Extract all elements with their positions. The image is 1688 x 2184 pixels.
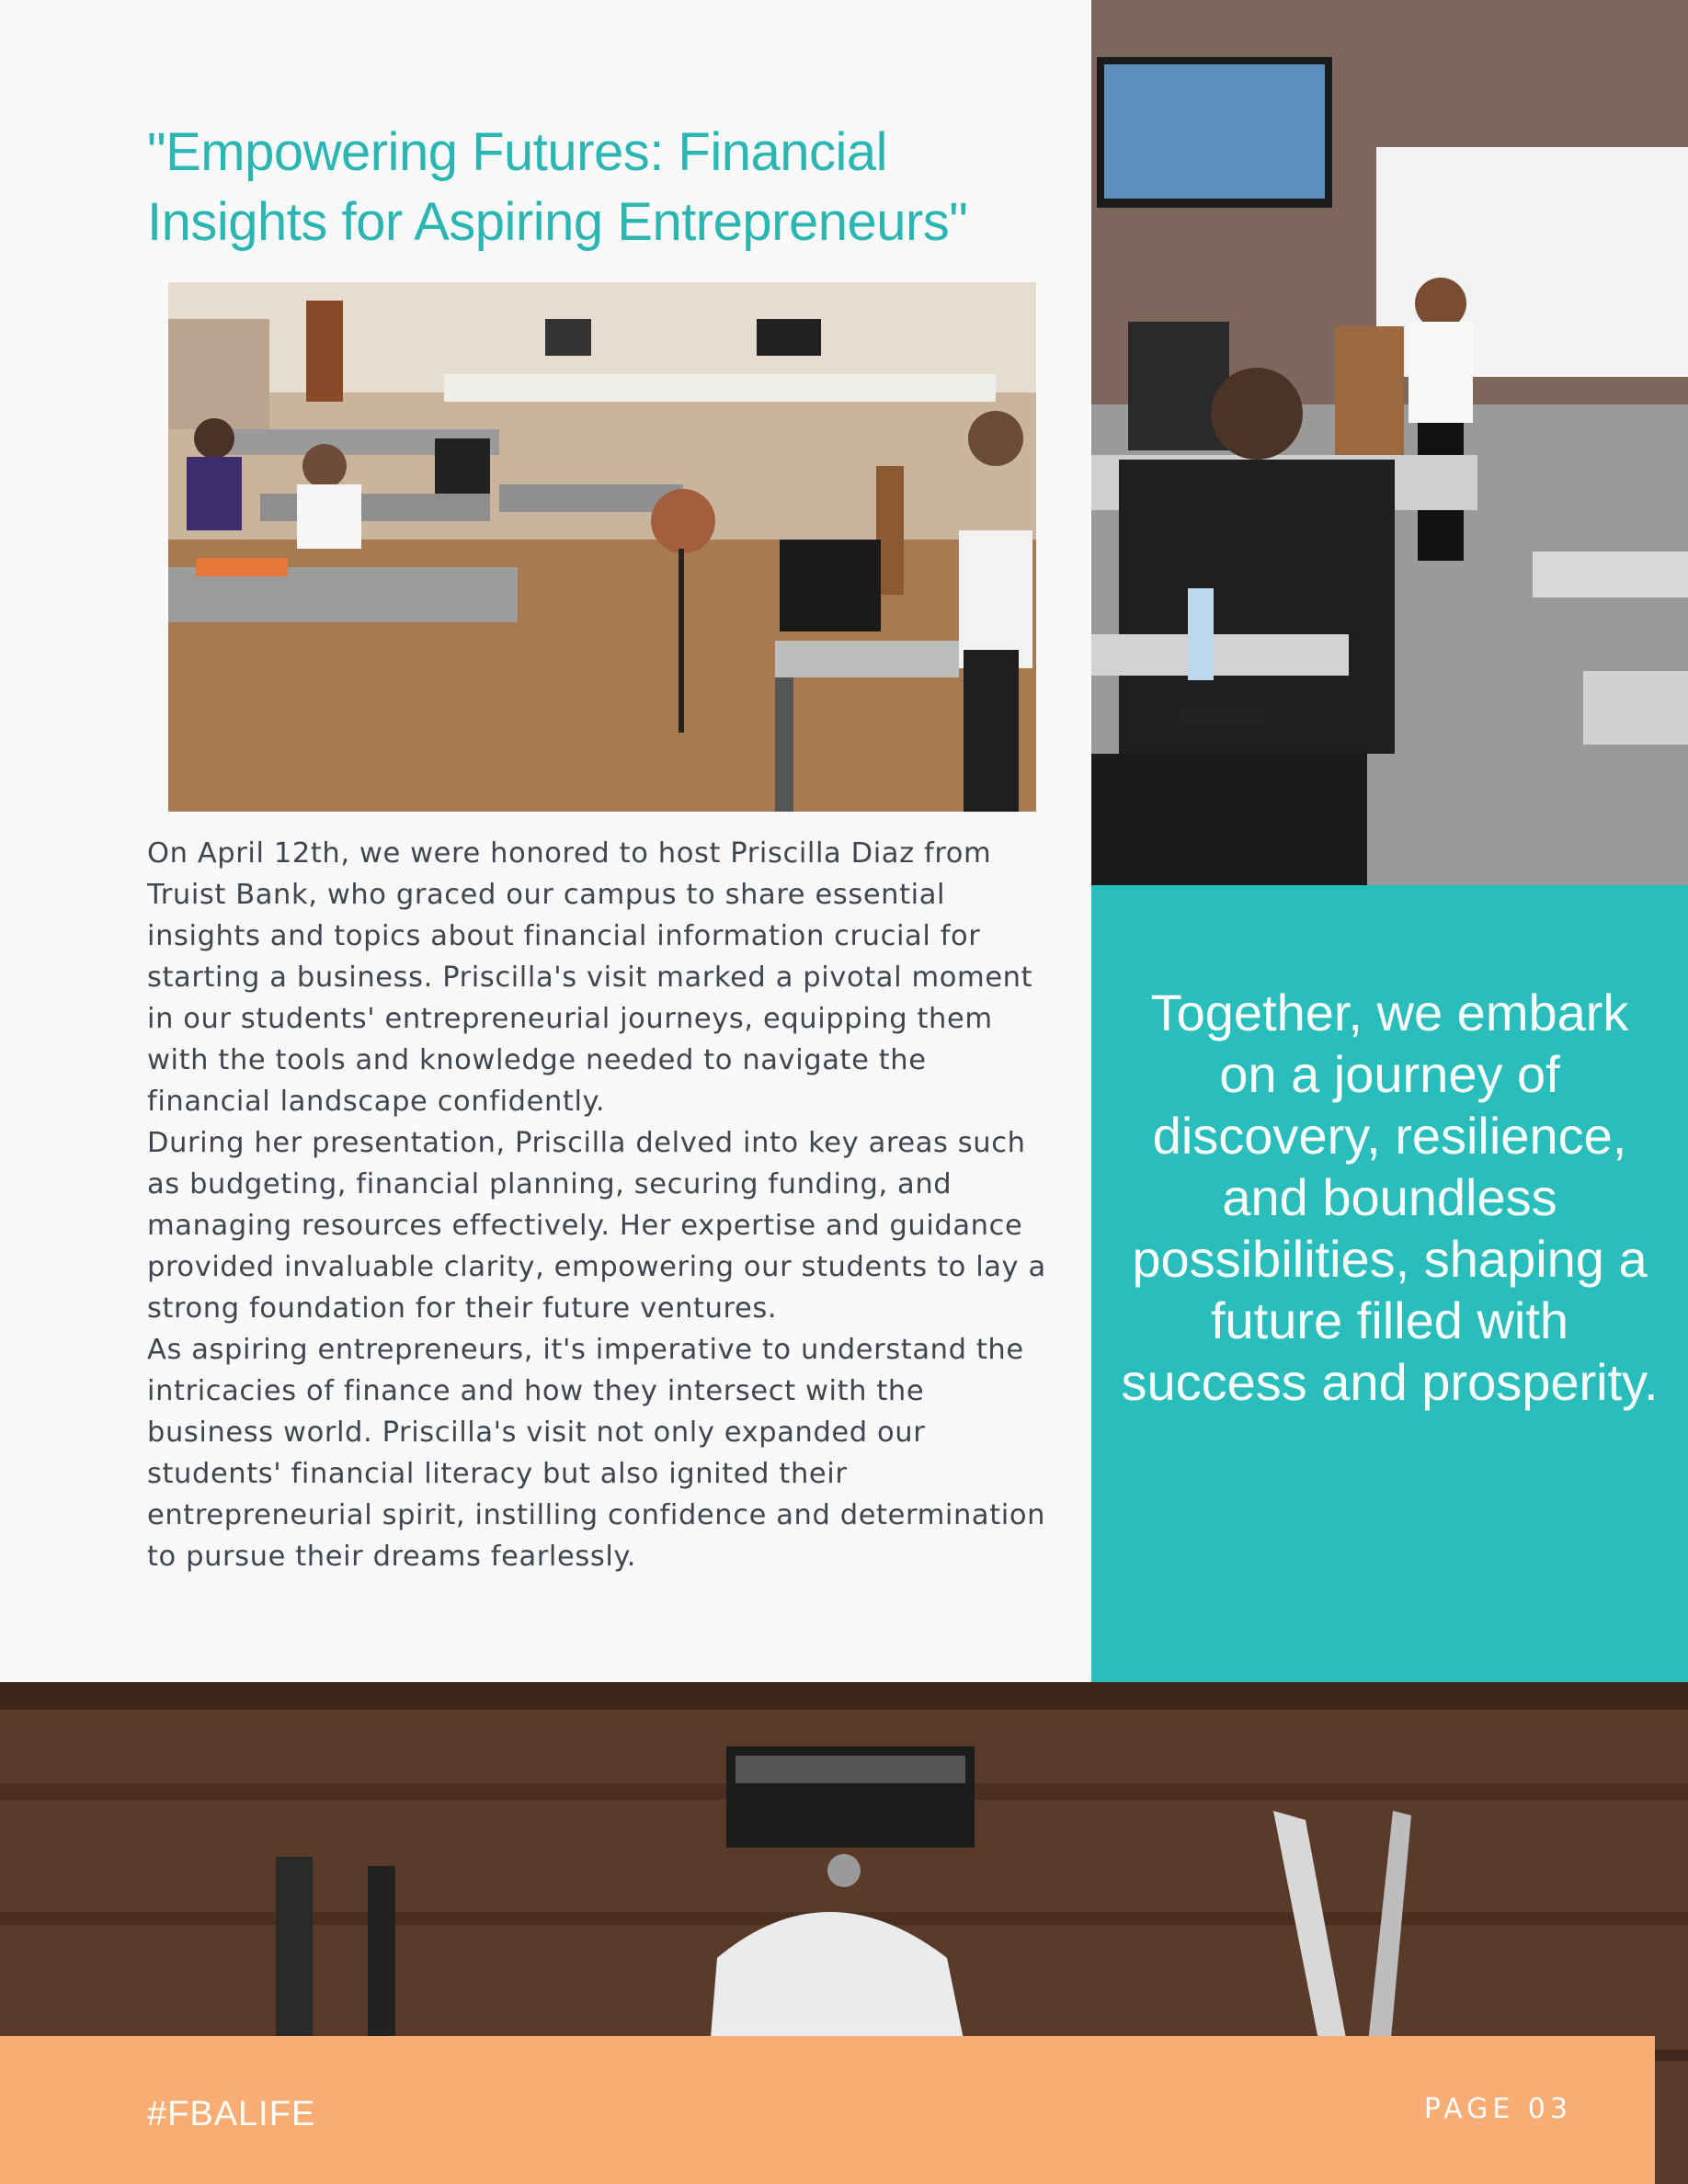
footer-bar <box>0 2036 1655 2184</box>
quote-panel <box>1091 885 1688 1682</box>
article-title: "Empowering Futures: Financial Insights for Aspiring Entrepreneurs" <box>147 122 968 252</box>
article-paragraph: During her presentation, Priscilla delved into key areas such as budgeting, financial planning, securing funding, and managing resources effectively. Her expertise and guidance provided invaluable clarity, empowering our students to lay a strong foundation for their future ventures. <box>147 1127 1046 1325</box>
article-paragraph: As aspiring entrepreneurs, it's imperative to understand the intricacies of finance and how they intersect with the business world. Priscilla's visit not only expanded our students' financial literacy but also ignited their entrepreneurial spirit, instilling confidence and determination to pursue their dreams fearlessly. <box>147 1334 1046 1573</box>
classroom-photo <box>168 282 1036 812</box>
page-number: PAGE 03 <box>1423 2093 1572 2125</box>
pull-quote: Together, we embark on a journey of discovery, resilience, and boundless possibilities, shaping a future filled with success and prosperity. <box>1121 984 1659 1411</box>
article-paragraph: On April 12th, we were honored to host Priscilla Diaz from Truist Bank, who graced our campus to share essential insights and topics about financial information crucial for starting a business. Priscilla's visit marked a pivotal moment in our students' entrepreneurial journeys, equipping them with the tools and knowledge needed to navigate the financial landscape confidently. <box>147 837 1033 1118</box>
article-body <box>147 833 1057 1577</box>
footer-hashtag: #FBALIFE <box>147 2095 316 2133</box>
presenter-photo <box>1091 0 1688 885</box>
